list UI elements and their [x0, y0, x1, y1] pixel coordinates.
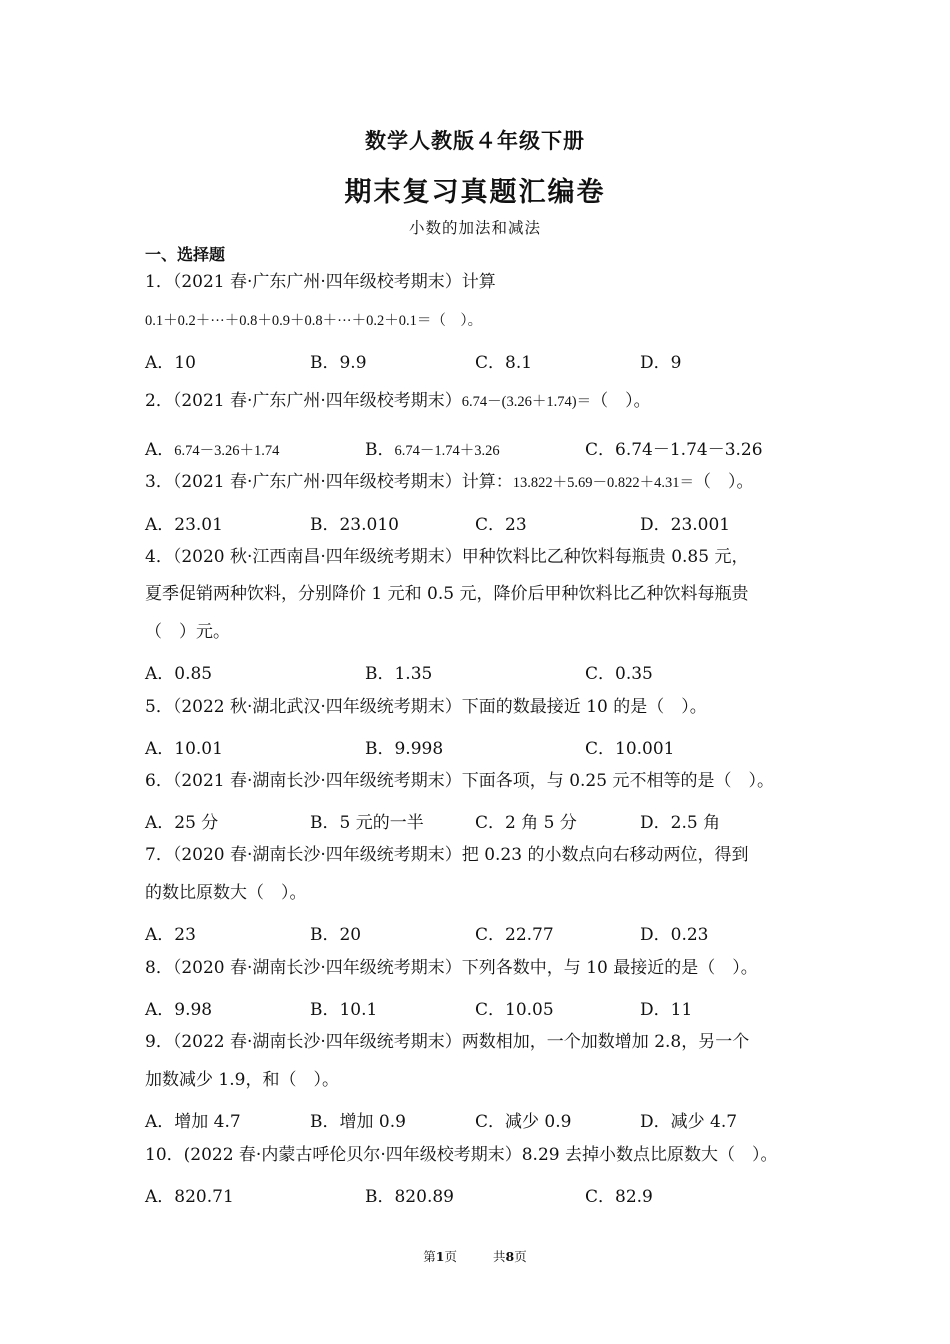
question-10-option-c: C．82.9	[585, 1187, 653, 1207]
page-footer	[0, 1247, 950, 1265]
question-2-suffix: （ ）。	[591, 391, 651, 411]
footer-page-prefix: 第	[423, 1249, 436, 1264]
question-7-stem-line-1: 7．（2020 春·湖南长沙·四年级统考期末）把 0.23 的小数点向右移动两位，得到	[145, 845, 749, 865]
exam-subtitle: 期末复习真题汇编卷	[344, 177, 606, 208]
question-5-stem: 5．（2022 秋·湖北武汉·四年级统考期末）下面的数最接近 10 的是（ ）。	[145, 697, 707, 717]
question-2-option-b	[365, 435, 500, 460]
question-4-option-a: A．0.85	[145, 664, 213, 684]
question-8-stem: 8．（2020 春·湖南长沙·四年级统考期末）下列各数中，与 10 最接近的是（ ）。	[145, 958, 758, 978]
question-2-option-b-label: B．	[365, 440, 395, 460]
question-4-option-b: B．1.35	[365, 664, 433, 684]
question-1-option-a: A．10	[145, 353, 196, 373]
question-1-option-b: B．9.9	[310, 353, 367, 373]
question-9-option-a: A．增加 4.7	[145, 1112, 241, 1132]
question-1-stem: 1．（2021 春·广东广州·四年级校考期末）计算	[145, 272, 496, 292]
question-3-formula: 13.822＋5.69－0.822＋4.31＝	[512, 475, 695, 491]
question-6-option-a: A．25 分	[145, 813, 219, 833]
question-7-option-c: C．22.77	[475, 925, 554, 945]
question-3-option-a: A．23.01	[145, 515, 223, 535]
question-7-option-b: B．20	[310, 925, 362, 945]
question-1-option-c: C．8.1	[475, 353, 533, 373]
question-4-option-c: C．0.35	[585, 664, 653, 684]
footer-page-number: 1	[435, 1249, 445, 1264]
question-2-formula: 6.74－(3.26＋1.74)＝	[461, 394, 592, 410]
question-7-option-a: A．23	[145, 925, 196, 945]
question-3-prefix: 3．（2021 春·广东广州·四年级校考期末）计算：	[145, 472, 513, 492]
question-1-formula: 0.1＋0.2＋···＋0.8＋0.9＋0.8＋···＋0.2＋0.1＝（ ）。	[145, 313, 483, 329]
question-6-option-d: D．2.5 角	[640, 813, 721, 833]
question-2-option-a-label: A．	[145, 440, 175, 460]
question-9-stem-line-2: 加数减少 1.9，和（ ）。	[145, 1070, 339, 1090]
question-6-option-c: C．2 角 5 分	[475, 813, 577, 833]
question-3-option-c: C．23	[475, 515, 527, 535]
question-10-option-b: B．820.89	[365, 1187, 454, 1207]
question-1-option-d: D．9	[640, 353, 682, 373]
question-2-option-a	[145, 435, 279, 460]
question-9-option-b: B．增加 0.9	[310, 1112, 406, 1132]
question-9-stem-line-1: 9．（2022 春·湖南长沙·四年级统考期末）两数相加，一个加数增加 2.8，另一个	[145, 1032, 750, 1052]
question-7-stem-line-2: 的数比原数大（ ）。	[145, 883, 307, 903]
question-8-option-a: A．9.98	[145, 1000, 213, 1020]
question-2-stem	[145, 391, 651, 411]
question-8-option-d: D．11	[640, 1000, 693, 1020]
question-4-stem-line-2: 夏季促销两种饮料，分别降价 1 元和 0.5 元，降价后甲种饮料比乙种饮料每瓶贵	[145, 584, 749, 604]
footer-total-suffix: 页	[514, 1249, 527, 1264]
question-8-option-b: B．10.1	[310, 1000, 378, 1020]
question-10-stem: 10．(2022 春·内蒙古呼伦贝尔·四年级校考期末）8.29 去掉小数点比原数大（ ）。	[145, 1145, 778, 1165]
question-2-prefix: 2．（2021 春·广东广州·四年级校考期末）	[145, 391, 462, 411]
question-5-option-c: C．10.001	[585, 739, 675, 759]
question-7-option-d: D．0.23	[640, 925, 709, 945]
footer-page-suffix: 页	[444, 1249, 458, 1264]
question-3-option-d: D．23.001	[640, 515, 731, 535]
question-3-stem	[145, 472, 754, 492]
question-3-suffix: （ ）。	[694, 472, 754, 492]
question-4-stem-line-3: （ ）元。	[145, 622, 230, 642]
question-2-option-c: C．6.74－1.74－3.26	[585, 440, 763, 460]
question-5-option-a: A．10.01	[145, 739, 223, 759]
question-3-option-b: B．23.010	[310, 515, 399, 535]
question-10-option-a: A．820.71	[145, 1187, 234, 1207]
footer-total-pages: 8	[505, 1249, 515, 1264]
section-heading: 一、选择题	[145, 245, 226, 264]
question-9-option-c: C．减少 0.9	[475, 1112, 572, 1132]
question-6-option-b: B．5 元的一半	[310, 813, 424, 833]
question-2-option-b-formula: 6.74－1.74＋3.26	[394, 443, 500, 459]
question-5-option-b: B．9.998	[365, 739, 444, 759]
question-8-option-c: C．10.05	[475, 1000, 554, 1020]
exam-topic: 小数的加法和减法	[408, 219, 541, 237]
question-9-option-d: D．减少 4.7	[640, 1112, 738, 1132]
question-2-option-a-formula: 6.74－3.26＋1.74	[174, 443, 280, 459]
question-4-stem-line-1: 4．（2020 秋·江西南昌·四年级统考期末）甲种饮料比乙种饮料每瓶贵 0.85 元，	[145, 547, 749, 567]
exam-title: 数学人教版４年级下册	[365, 129, 585, 153]
question-6-stem: 6．（2021 春·湖南长沙·四年级统考期末）下面各项，与 0.25 元不相等的是（ ）。	[145, 771, 774, 791]
footer-total-prefix: 共	[492, 1249, 506, 1264]
